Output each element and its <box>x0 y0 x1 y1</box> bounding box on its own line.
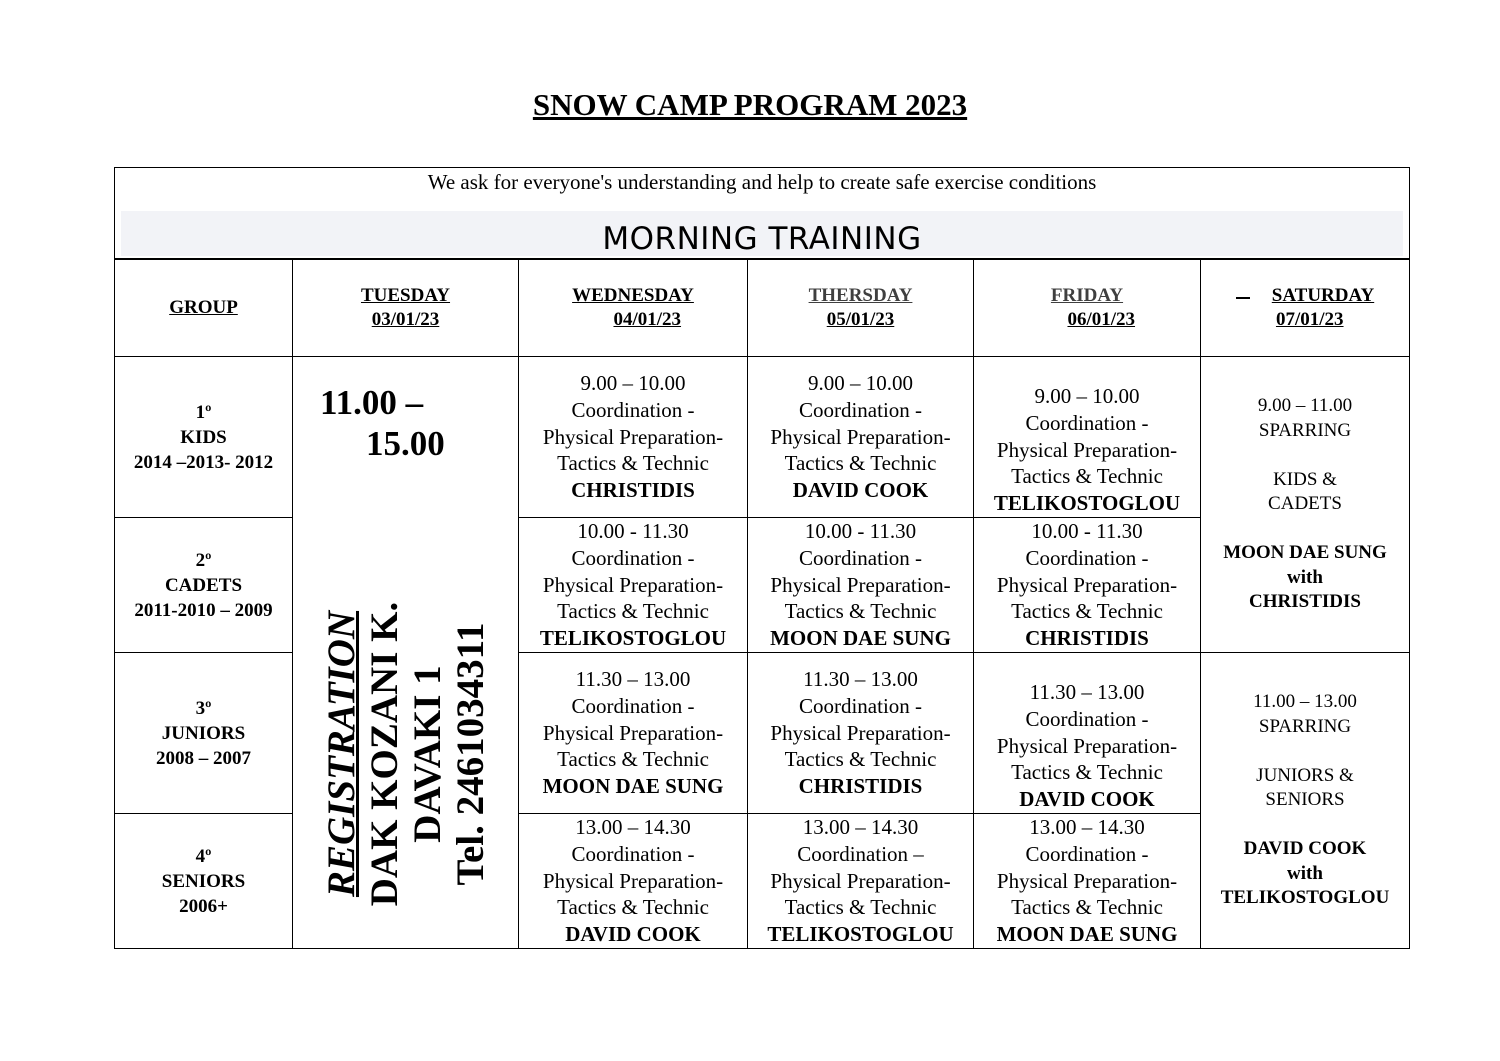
header-wednesday: WEDNESDAY 04/01/23 <box>519 260 748 357</box>
session-cell: 13.00 – 14.30 Coordination - Physical Preparation- Tactics & Technic DAVID COOK <box>519 814 748 949</box>
registration-address: DAVAKI 1 <box>406 665 449 843</box>
session-cell: 9.00 – 10.00 Coordination - Physical Preparation- Tactics & Technic TELIKOSTOGLOU <box>974 357 1201 518</box>
session-cell: 11.30 – 13.00 Coordination - Physical Preparation- Tactics & Technic DAVID COOK <box>974 653 1201 814</box>
header-group: GROUP <box>115 260 293 357</box>
session-cell: 10.00 - 11.30 Coordination - Physical Preparation- Tactics & Technic TELIKOSTOGLOU <box>519 518 748 653</box>
saturday-cell-morning: 9.00 – 11.00 SPARRING KIDS & CADETS MOON DAE SUNG with CHRISTIDIS <box>1201 357 1410 653</box>
schedule-table <box>114 259 1410 949</box>
registration-venue: DAK KOZANI K. <box>363 601 406 907</box>
table-row <box>115 357 1410 518</box>
header-tuesday: TUESDAY 03/01/23 <box>293 260 519 357</box>
session-cell: 10.00 - 11.30 Coordination - Physical Preparation- Tactics & Technic CHRISTIDIS <box>974 518 1201 653</box>
session-cell: 9.00 – 10.00 Coordination - Physical Preparation- Tactics & Technic CHRISTIDIS <box>519 357 748 518</box>
session-cell: 13.00 – 14.30 Coordination – Physical Preparation- Tactics & Technic TELIKOSTOGLOU <box>748 814 974 949</box>
tuesday-time: 11.00 – 15.00 <box>320 383 445 463</box>
header-row <box>115 260 1410 357</box>
session-cell: 10.00 - 11.30 Coordination - Physical Preparation- Tactics & Technic MOON DAE SUNG <box>748 518 974 653</box>
session-cell: 11.30 – 13.00 Coordination - Physical Preparation- Tactics & Technic MOON DAE SUNG <box>519 653 748 814</box>
notice-text: We ask for everyone's understanding and help to create safe exercise conditions <box>427 170 1097 194</box>
session-cell: 13.00 – 14.30 Coordination - Physical Preparation- Tactics & Technic MOON DAE SUNG <box>974 814 1201 949</box>
document-title: SNOW CAMP PROGRAM 2023 <box>532 87 968 122</box>
saturday-cell-midday: 11.00 – 13.00 SPARRING JUNIORS & SENIORS DAVID COOK with TELIKOSTOGLOU <box>1201 653 1410 949</box>
section-heading: MORNING TRAINING <box>121 211 1403 256</box>
header-saturday: SATURDAY 07/01/23 <box>1201 260 1410 357</box>
session-cell: 9.00 – 10.00 Coordination - Physical Preparation- Tactics & Technic DAVID COOK <box>748 357 974 518</box>
header-thursday: THERSDAY 05/01/23 <box>748 260 974 357</box>
registration-label: REGISTRATION <box>320 610 363 898</box>
registration-phone: Tel. 2461034311 <box>449 622 492 886</box>
group-cell-seniors: 4º SENIORS 2006+ <box>115 814 293 949</box>
group-cell-cadets: 2º CADETS 2011-2010 – 2009 <box>115 518 293 653</box>
session-cell: 11.30 – 13.00 Coordination - Physical Preparation- Tactics & Technic CHRISTIDIS <box>748 653 974 814</box>
group-cell-kids: 1º KIDS 2014 –2013- 2012 <box>115 357 293 518</box>
registration-info <box>320 559 492 949</box>
header-friday: FRIDAY 06/01/23 <box>974 260 1201 357</box>
group-cell-juniors: 3º JUNIORS 2008 – 2007 <box>115 653 293 814</box>
notice-banner <box>114 167 1410 259</box>
